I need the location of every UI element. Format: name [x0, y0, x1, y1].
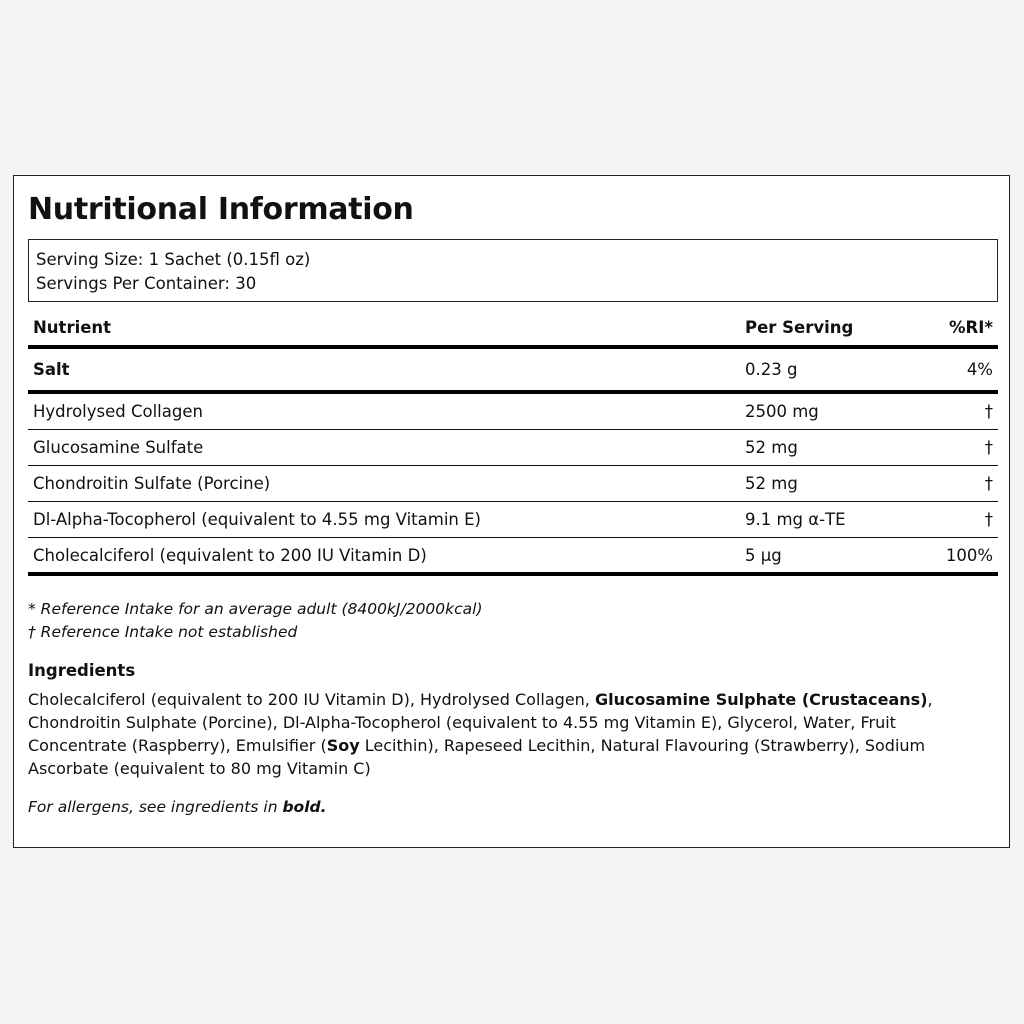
table-row-salt: [28, 349, 998, 394]
allergen-note: [28, 798, 327, 816]
nutrient-name: Dl-Alpha-Tocopherol (equivalent to 4.55 mg Vitamin E): [33, 510, 481, 529]
ingredients-text: , Chondroitin Sulphate (Porcine), Dl-Alpha-Tocopherol (equivalent to 4.55 mg Vitamin E), Glycerol, Water, Fruit Concentrate (Raspberry), Emulsifier (: [28, 690, 933, 755]
nutrient-ri: †: [984, 474, 993, 493]
nutrient-ri: †: [984, 510, 993, 529]
dagger-footnote: † Reference Intake not established: [28, 623, 298, 641]
servings-per-container: Servings Per Container: 30: [36, 274, 257, 293]
nutrient-ri: 100%: [945, 546, 993, 565]
nutrient-name: Hydrolysed Collagen: [33, 402, 203, 421]
ingredients-text: Lecithin), Rapeseed Lecithin, Natural Flavouring (Strawberry), Sodium Ascorbate (equivalent to 80 mg Vitamin C): [28, 736, 926, 778]
allergen-soy: Soy: [326, 736, 360, 755]
nutrient-per-serving: 5 µg: [745, 546, 782, 565]
allergen-crustaceans: Glucosamine Sulphate (Crustaceans): [594, 690, 928, 709]
ri-footnote: * Reference Intake for an average adult (8400kJ/2000kcal): [28, 600, 483, 618]
ingredients-heading: Ingredients: [28, 661, 136, 680]
allergen-note-bold: bold.: [282, 798, 327, 816]
nutrient-name: Chondroitin Sulfate (Porcine): [33, 474, 271, 493]
nutrient-per-serving: 0.23 g: [745, 360, 798, 379]
nutrient-per-serving: 9.1 mg α-TE: [745, 510, 846, 529]
nutrient-ri: 4%: [966, 360, 993, 379]
ingredients-list: [28, 688, 996, 780]
nutrition-table: [28, 312, 998, 576]
table-row: [28, 430, 998, 466]
serving-info-box: [28, 239, 998, 302]
nutrient-ri: †: [984, 438, 993, 457]
footnotes: [28, 598, 483, 644]
table-row: [28, 538, 998, 576]
nutrient-per-serving: 52 mg: [745, 474, 798, 493]
serving-size: Serving Size: 1 Sachet (0.15fl oz): [36, 250, 311, 269]
ingredients-text: Cholecalciferol (equivalent to 200 IU Vitamin D), Hydrolysed Collagen,: [28, 690, 595, 709]
nutrient-name: Glucosamine Sulfate: [33, 438, 204, 457]
header-ri: %RI*: [948, 318, 993, 337]
page-title: Nutritional Information: [28, 192, 414, 227]
table-row: [28, 502, 998, 538]
nutrient-name: Salt: [33, 360, 70, 379]
table-header-row: [28, 312, 998, 349]
header-per-serving: Per Serving: [745, 318, 854, 337]
nutrition-panel: [13, 175, 1010, 848]
nutrient-ri: †: [984, 402, 993, 421]
allergen-note-text: For allergens, see ingredients in: [28, 798, 283, 816]
table-row: [28, 394, 998, 430]
header-nutrient: Nutrient: [33, 318, 112, 337]
nutrient-per-serving: 2500 mg: [745, 402, 819, 421]
table-row: [28, 466, 998, 502]
nutrient-per-serving: 52 mg: [745, 438, 798, 457]
nutrient-name: Cholecalciferol (equivalent to 200 IU Vitamin D): [33, 546, 427, 565]
